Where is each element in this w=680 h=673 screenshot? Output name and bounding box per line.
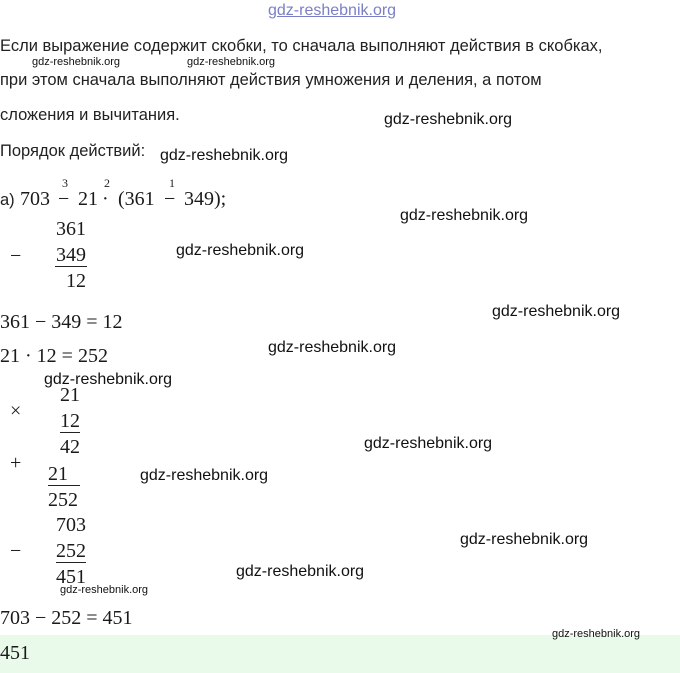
- col-sub1-bottom: 349: [56, 244, 86, 266]
- col-sub1-top: 361: [56, 218, 86, 240]
- col-sub1-result: 12: [66, 270, 86, 292]
- rule-line-1: Если выражение содержит скобки, то сначала выполняют действия в скобках,: [0, 37, 603, 55]
- watermark: gdz-reshebnik.org: [400, 207, 529, 224]
- col-mul-top: 21: [60, 384, 80, 406]
- order-mark-1: 1: [169, 176, 175, 190]
- answer-box: [0, 635, 680, 673]
- expr-paren-open: (361: [118, 188, 155, 210]
- expr-number-21: 21: [78, 188, 98, 210]
- answer-value: 451: [0, 642, 30, 664]
- watermark: gdz-reshebnik.org: [140, 467, 269, 484]
- expr-minus-1: −: [58, 188, 70, 210]
- col-mul-partial-2: 21: [48, 463, 80, 486]
- watermark: gdz-reshebnik.org: [60, 584, 149, 596]
- watermark: gdz-reshebnik.org: [552, 628, 641, 640]
- rule-line-2: при этом сначала выполняют действия умножения и деления, а потом: [0, 71, 542, 89]
- watermark: gdz-reshebnik.org: [160, 147, 289, 164]
- expr-times: ·: [102, 188, 109, 210]
- watermark: gdz-reshebnik.org: [364, 435, 493, 452]
- col-sub2-top: 703: [56, 514, 86, 536]
- watermark: gdz-reshebnik.org: [176, 242, 305, 259]
- col-sub1-sign: −: [10, 245, 22, 267]
- col-mul-result: 252: [48, 489, 78, 511]
- watermark: gdz-reshebnik.org: [44, 371, 173, 388]
- expr-minus-2: −: [164, 188, 176, 210]
- col-mul-plus: +: [10, 452, 22, 474]
- order-mark-3: 3: [62, 176, 68, 190]
- site-link[interactable]: gdz-reshebnik.org: [268, 2, 397, 19]
- order-mark-2: 2: [104, 176, 110, 190]
- watermark: gdz-reshebnik.org: [236, 563, 365, 580]
- col-sub2-result: 451: [56, 566, 86, 588]
- watermark: gdz-reshebnik.org: [460, 531, 589, 548]
- rule-line-3: сложения и вычитания.: [0, 106, 180, 124]
- equation-3: 703 − 252 = 451: [0, 607, 133, 629]
- col-mul-bottom: 12: [60, 410, 80, 432]
- col-mul-sign: ×: [10, 400, 22, 422]
- watermark: gdz-reshebnik.org: [492, 303, 621, 320]
- watermark: gdz-reshebnik.org: [384, 111, 513, 128]
- order-label: Порядок действий:: [0, 142, 146, 160]
- watermark: gdz-reshebnik.org: [32, 56, 121, 68]
- equation-2: 21 · 12 = 252: [0, 345, 108, 367]
- col-sub2-sign: −: [10, 540, 22, 562]
- col-mul-partial-1: 42: [60, 436, 80, 458]
- example-prefix: а): [0, 191, 15, 209]
- watermark: gdz-reshebnik.org: [187, 56, 276, 68]
- col-sub2-bottom: 252: [56, 540, 86, 562]
- watermark: gdz-reshebnik.org: [268, 339, 397, 356]
- expr-number-703: 703: [20, 188, 50, 210]
- expr-paren-close: 349);: [184, 188, 227, 210]
- equation-1: 361 − 349 = 12: [0, 311, 123, 333]
